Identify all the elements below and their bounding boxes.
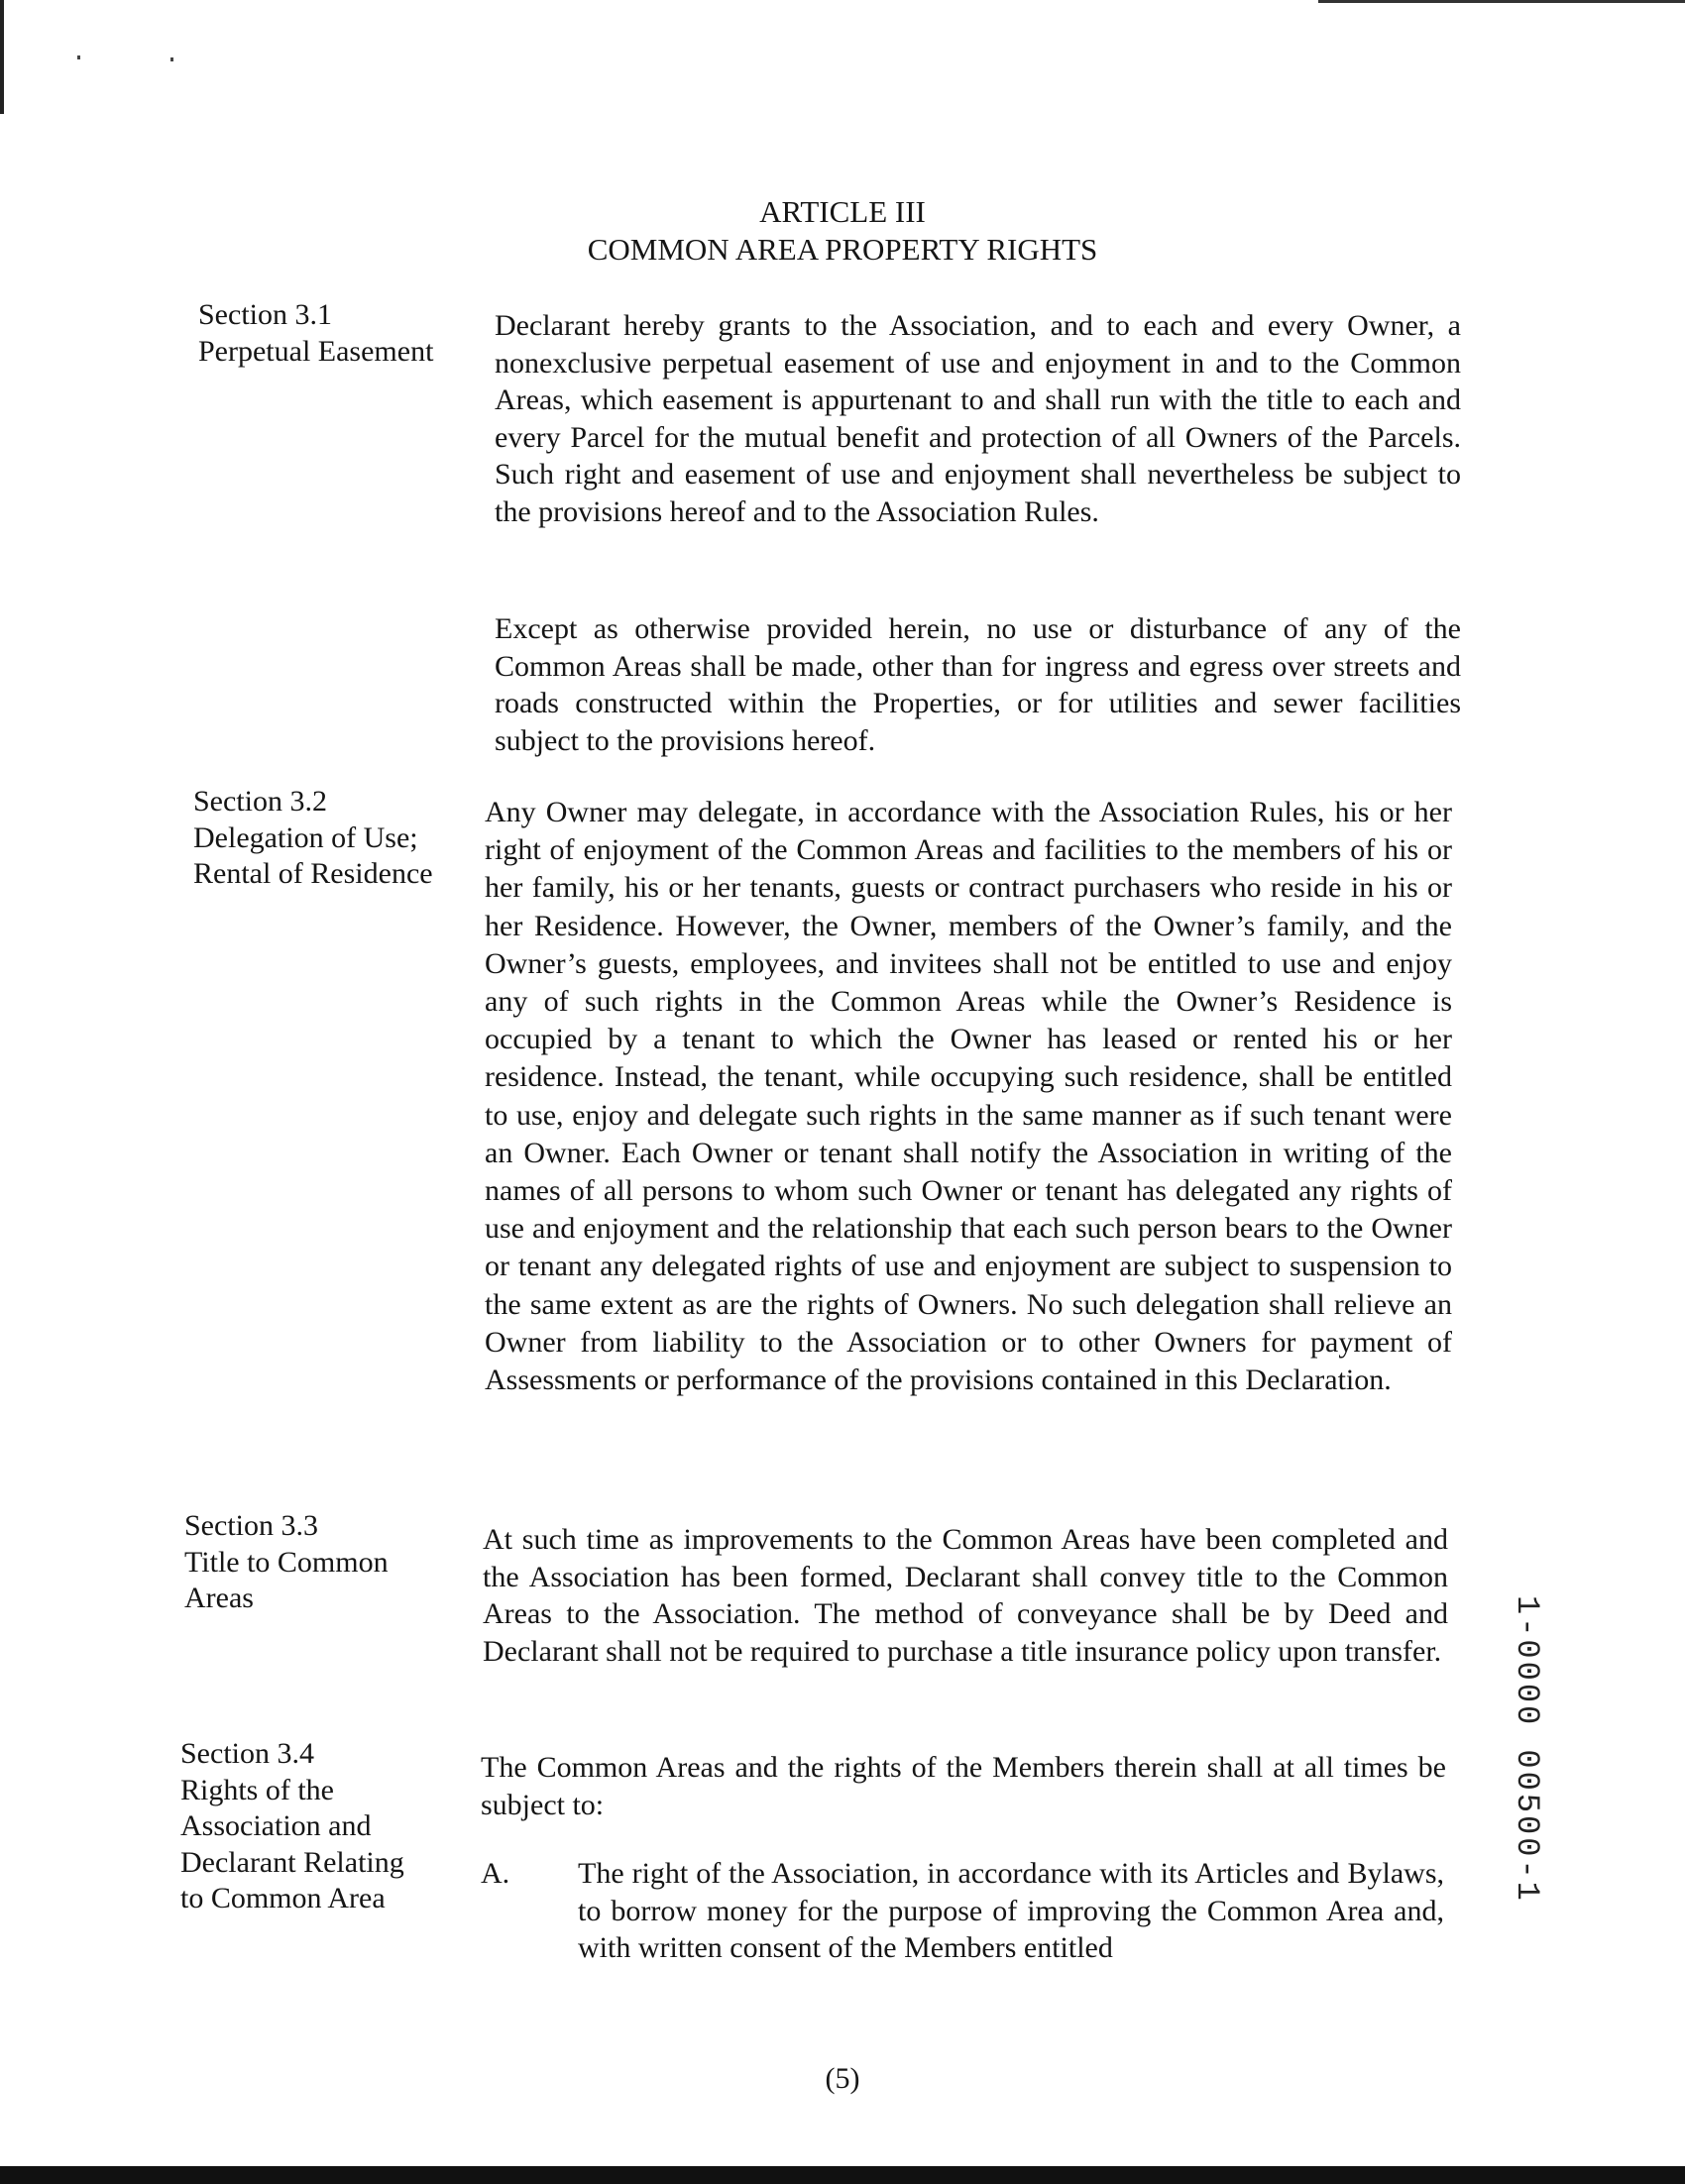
section-3-3-label — [184, 1508, 389, 1617]
scan-top-line — [1318, 0, 1685, 3]
scan-speck — [77, 55, 80, 59]
section-3-1-label — [198, 297, 433, 370]
section-title: Areas — [184, 1582, 254, 1614]
item-a-letter: A. — [481, 1857, 510, 1890]
scan-left-edge — [0, 0, 4, 114]
section-title: Perpetual Easement — [198, 334, 434, 368]
section-title: to Common Area — [180, 1882, 386, 1914]
section-title: Rights of the — [180, 1773, 334, 1806]
section-number: Section 3.2 — [193, 785, 327, 818]
section-title: Title to Common — [184, 1545, 389, 1579]
section-3-2-label — [193, 784, 433, 893]
bates-stamp: 1-0000 00500-1 — [1509, 1595, 1545, 1904]
scan-bottom-band — [0, 2166, 1685, 2184]
section-3-1-paragraph-2: Except as otherwise provided herein, no use or disturbance of any of the Common Areas shall be made, other than for ingress and egress over streets and roads constructed within the Properties, or for utilities and sewer facilities subject to the provisions hereof. — [495, 612, 1461, 757]
section-3-2-paragraph: Any Owner may delegate, in accordance with the Association Rules, his or her right of enjoyment of the Common Areas and facilities to the members of his or her family, his or her tenants, guests or contract purchasers who reside in his or her Residence. However, the Owner, members of the Owner’s family, and the Owner’s guests, employees, and invitees shall not be entitled to use and enjoy any of such rights in the Common Areas while the Owner’s Residence is occupied by a tenant to which the Owner has leased or rented his or her residence. Instead, the tenant, while occupying such residence, shall be entitled to use, enjoy and delegate such rights in the same manner as if such tenant were an Owner. Each Owner or tenant shall notify the Association in writing of the names of all persons to whom such Owner or tenant has delegated any rights of use and enjoyment and the relationship that each such person bears to the Owner or tenant any delegated rights of use and enjoyment are subject to suspension to the same extent as are the rights of Owners. No such delegation shall relieve an Owner from liability to the Association or to other Owners for payment of Assessments or performance of the provisions contained in this Declaration. — [485, 796, 1452, 1397]
section-title: Association and — [180, 1809, 372, 1842]
section-3-1-paragraph-1: Declarant hereby grants to the Association, and to each and every Owner, a nonexclusive perpetual easement of use and enjoyment in and to the Common Areas, which easement is appurtenant to and shall run with the title to each and every Parcel for the mutual benefit and protection of all Owners of the Parcels. Such right and easement of use and enjoyment shall nevertheless be subject to the provisions hereof and to the Association Rules. — [495, 309, 1461, 528]
section-number: Section 3.4 — [180, 1737, 314, 1770]
section-title: Rental of Residence — [193, 857, 433, 890]
section-3-3-paragraph: At such time as improvements to the Common Areas have been completed and the Association has been formed, Declarant shall convey title to the Common Areas to the Association. The method of conveyance shall be by Deed and Declarant shall not be required to purchase a title insurance policy upon transfer. — [483, 1523, 1448, 1668]
section-3-4-paragraph: The Common Areas and the rights of the Members therein shall at all times be subject to: — [481, 1751, 1446, 1821]
article-number: ARTICLE III — [759, 194, 926, 229]
section-number: Section 3.3 — [184, 1509, 318, 1542]
section-title: Delegation of Use; — [193, 820, 418, 854]
section-number: Section 3.1 — [198, 298, 332, 331]
section-title: Declarant Relating — [180, 1845, 404, 1879]
item-a-text: The right of the Association, in accordance with its Articles and Bylaws, to borrow money for the purpose of improving the Common Area and, with written consent of the Members entitled — [578, 1857, 1444, 1964]
article-title: COMMON AREA PROPERTY RIGHTS — [587, 232, 1098, 267]
section-3-4-label — [180, 1736, 404, 1917]
article-heading — [0, 193, 1685, 269]
page-number: (5) — [825, 2062, 860, 2095]
scan-speck — [170, 57, 173, 61]
